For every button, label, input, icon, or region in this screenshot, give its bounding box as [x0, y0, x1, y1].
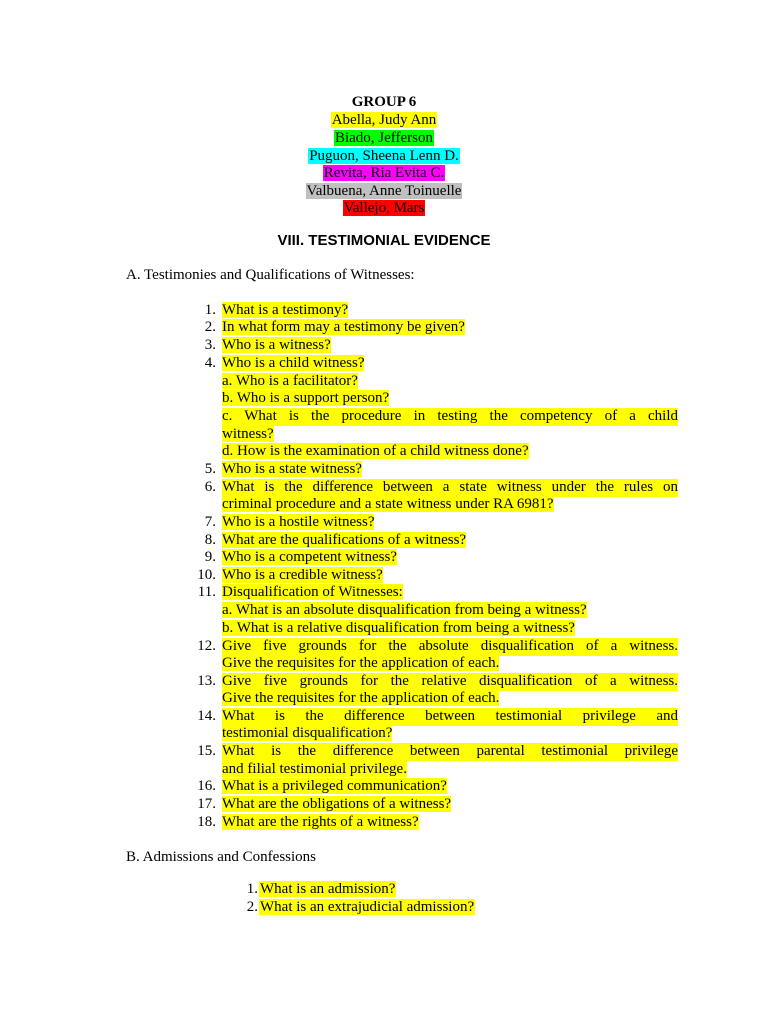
question-item: What are the rights of a witness?: [222, 814, 419, 830]
member-name: Abella, Judy Ann: [331, 112, 437, 128]
member-name: Vallejo, Mars: [343, 200, 425, 216]
question-item-continued: testimonial disqualification?: [222, 725, 393, 741]
sub-question-item: b. Who is a support person?: [222, 390, 390, 406]
question-item: What is the difference between parental testimonial privilege: [222, 743, 678, 759]
item-number: 14.: [197, 708, 216, 724]
question-item: What is an extrajudicial admission?: [260, 899, 475, 915]
item-number: 4.: [204, 355, 216, 371]
question-item: What is an admission?: [260, 881, 396, 897]
section-a-heading: A. Testimonies and Qualifications of Witnesses:: [126, 267, 415, 283]
question-item: Give five grounds for the absolute disqualification of a witness.: [222, 638, 678, 654]
sub-question-item: a. Who is a facilitator?: [222, 373, 358, 389]
question-item-continued: Give the requisites for the application of each.: [222, 690, 500, 706]
member-name: Valbuena, Anne Toinuelle: [306, 183, 462, 199]
item-number: 13.: [197, 673, 216, 689]
member-name: Biado, Jefferson: [334, 130, 434, 146]
sub-question-item-continued: witness?: [222, 426, 274, 442]
item-number: 3.: [204, 337, 216, 353]
item-number: 18.: [197, 814, 216, 830]
item-number: 6.: [204, 479, 216, 495]
question-item: Disqualification of Witnesses:: [222, 584, 403, 600]
item-number: 2.: [246, 899, 258, 915]
item-number: 2.: [204, 319, 216, 335]
question-item: What is the difference between testimonial privilege and: [222, 708, 678, 724]
question-item: Who is a state witness?: [222, 461, 362, 477]
item-number: 12.: [197, 638, 216, 654]
sub-question-item: b. What is a relative disqualification from being a witness?: [222, 620, 575, 636]
document-title: VIII. TESTIMONIAL EVIDENCE: [277, 232, 491, 249]
member-2: [0, 130, 768, 148]
member-name: Revita, Ria Evita C.: [323, 165, 445, 181]
sub-question-item: c. What is the procedure in testing the competency of a child: [222, 408, 678, 424]
item-number: 16.: [197, 778, 216, 794]
question-item: Who is a child witness?: [222, 355, 365, 371]
member-name: Puguon, Sheena Lenn D.: [309, 148, 459, 164]
question-item-continued: Give the requisites for the application of each.: [222, 655, 500, 671]
item-number: 1.: [246, 881, 258, 897]
member-6: [0, 200, 768, 218]
question-item: Who is a competent witness?: [222, 549, 397, 565]
group-label: GROUP 6: [351, 94, 417, 110]
question-item-continued: criminal procedure and a state witness under RA 6981?: [222, 496, 554, 512]
question-item: What is the difference between a state witness under the rules on: [222, 479, 678, 495]
question-item: Who is a witness?: [222, 337, 331, 353]
member-1: [0, 112, 768, 130]
section-b-heading: B. Admissions and Confessions: [126, 849, 317, 865]
question-item: Who is a hostile witness?: [222, 514, 375, 530]
question-item: What is a privileged communication?: [222, 778, 447, 794]
item-number: 7.: [204, 514, 216, 530]
item-number: 1.: [204, 302, 216, 318]
question-item: What are the qualifications of a witness?: [222, 532, 467, 548]
question-item: What is a testimony?: [222, 302, 349, 318]
member-5: [0, 183, 768, 201]
question-item-continued: and filial testimonial privilege.: [222, 761, 407, 777]
item-number: 9.: [204, 549, 216, 565]
member-4: [0, 165, 768, 183]
group-heading: [0, 94, 768, 112]
question-item: What are the obligations of a witness?: [222, 796, 452, 812]
item-number: 5.: [204, 461, 216, 477]
item-number: 15.: [197, 743, 216, 759]
question-item: In what form may a testimony be given?: [222, 319, 465, 335]
item-number: 8.: [204, 532, 216, 548]
question-item: Give five grounds for the relative disqualification of a witness.: [222, 673, 678, 689]
sub-question-item: a. What is an absolute disqualification from being a witness?: [222, 602, 587, 618]
member-3: [0, 148, 768, 166]
question-item: Who is a credible witness?: [222, 567, 383, 583]
item-number: 10.: [197, 567, 216, 583]
item-number: 11.: [197, 584, 216, 600]
sub-question-item: d. How is the examination of a child witness done?: [222, 443, 529, 459]
item-number: 17.: [197, 796, 216, 812]
